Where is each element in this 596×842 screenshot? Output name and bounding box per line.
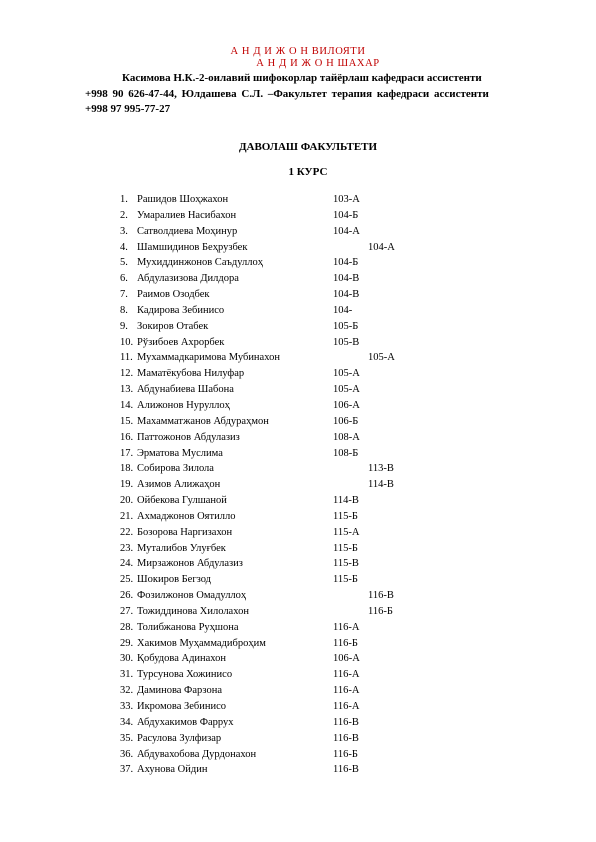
student-name: Рўзибоев Ахрорбек	[137, 336, 225, 348]
student-number: 30.	[120, 653, 134, 665]
student-number: 28.	[120, 621, 134, 633]
course-title: 1 КУРС	[288, 166, 328, 178]
student-group: 114-В	[368, 479, 394, 491]
student-name: Абдунабиева Шабона	[137, 384, 234, 396]
student-number: 32.	[120, 685, 134, 697]
student-name: Бозорова Наргизахон	[137, 526, 233, 538]
student-number: 33.	[120, 701, 134, 712]
student-group: 106-А	[333, 653, 360, 665]
student-group: 104-В	[333, 289, 360, 301]
student-group: 116-В	[333, 716, 359, 728]
city-heading: А Н Д И Ж О Н ШАХАР	[256, 58, 380, 69]
student-number: 34.	[120, 716, 134, 728]
student-name: Ойбекова Гулшаной	[137, 495, 227, 507]
student-group: 116-В	[333, 732, 359, 744]
student-group: 116-В	[368, 590, 394, 602]
student-name: Эрматова Муслима	[137, 447, 223, 459]
student-group: 103-А	[333, 194, 360, 205]
student-number: 19.	[120, 479, 134, 491]
student-group: 114-В	[333, 495, 359, 507]
student-name: Ахмаджонов Оятилло	[137, 510, 236, 522]
student-name: Рашидов Шоҳжахон	[137, 194, 229, 205]
student-number: 24.	[120, 558, 134, 570]
student-number: 37.	[120, 764, 134, 776]
student-name: Даминова Фарзона	[137, 685, 223, 697]
student-group: 108-Б	[333, 447, 359, 459]
student-name: Шамшидинов Беҳрузбек	[137, 241, 248, 253]
student-name: Кадирова Зебинисо	[137, 304, 225, 316]
student-name: Мухаммадкаримова Мубинахон	[137, 352, 280, 364]
student-number: 6.	[120, 273, 128, 285]
student-group: 105-Б	[333, 320, 359, 332]
student-number: 26.	[120, 590, 134, 602]
student-group: 116-Б	[333, 748, 358, 760]
student-group: 115-Б	[333, 542, 358, 554]
student-name: Ахунова Ойдин	[137, 764, 208, 776]
student-group: 104-В	[333, 273, 360, 285]
student-name: Раимов Озодбек	[137, 289, 210, 301]
student-name: Фозилжонов Омадуллоҳ	[137, 590, 247, 602]
student-number: 13.	[120, 384, 134, 396]
student-number: 8.	[120, 304, 128, 316]
student-group: 115-В	[333, 558, 359, 570]
authors-line-1: Касимова Н.К.-2-оилавий шифокорлар тайёрлаш кафедраси ассистенти	[122, 72, 482, 84]
student-number: 5.	[120, 257, 128, 269]
student-name: Абдухакимов Фаррух	[137, 716, 234, 728]
student-group: 116-А	[333, 701, 360, 712]
student-group: 104-А	[333, 225, 360, 237]
student-name: Икромова Зебинисо	[137, 701, 227, 712]
region-heading: А Н Д И Ж О Н ВИЛОЯТИ	[230, 46, 366, 57]
student-number: 10.	[120, 336, 134, 348]
student-name: Азимов Алижаҳон	[137, 479, 221, 491]
student-group: 105-А	[333, 368, 360, 380]
student-name: Толибжанова Руҳшона	[137, 621, 239, 633]
student-group: 116-А	[333, 669, 360, 681]
student-group: 105-А	[368, 352, 395, 364]
student-number: 11.	[120, 352, 133, 364]
student-name: Мирзажонов Абдулазиз	[137, 558, 243, 570]
student-number: 35.	[120, 732, 134, 744]
student-number: 12.	[120, 368, 134, 380]
student-group: 116-Б	[368, 605, 393, 617]
student-group: 116-В	[333, 764, 359, 776]
student-number: 36.	[120, 748, 134, 760]
student-group: 104-Б	[333, 209, 359, 221]
student-group: 104-	[333, 304, 353, 316]
authors-block	[85, 71, 545, 118]
student-number: 22.	[120, 526, 134, 538]
student-number: 16.	[120, 431, 134, 443]
student-name: Мухиддинжонов Саъдуллоҳ	[137, 257, 264, 269]
student-group: 116-А	[333, 621, 360, 633]
student-name: Маматёкубова Нилуфар	[137, 368, 245, 380]
student-name: Сатволдиева Моҳинур	[137, 225, 238, 237]
student-number: 14.	[120, 399, 134, 411]
student-name: Турсунова Хожинисо	[137, 669, 233, 681]
student-name: Махамматжанов Абдураҳмон	[137, 415, 269, 427]
student-group: 115-Б	[333, 510, 358, 522]
student-number: 25.	[120, 574, 134, 586]
student-name: Расулова Зулфизар	[137, 732, 222, 744]
authors-line-2: +998 90 626-47-44, Юлдашева С.Л. –Факультет терапия кафедраси ассистенти	[85, 87, 489, 100]
student-name: Муталибов Улуғбек	[137, 542, 226, 554]
student-name: Шокиров Бегзод	[137, 574, 212, 586]
student-number: 9.	[120, 320, 128, 332]
student-group: 104-А	[368, 241, 395, 253]
student-number: 3.	[120, 225, 128, 237]
student-group: 105-А	[333, 384, 360, 396]
student-name: Алижонов Нуруллоҳ	[137, 399, 230, 411]
student-name: Абдулазизова Дилдора	[137, 273, 239, 285]
student-group: 104-Б	[333, 257, 359, 269]
student-name: Умаралиев Насибахон	[137, 209, 237, 221]
student-number: 21.	[120, 510, 134, 522]
student-name: Абдувахобова Дурдонахон	[137, 748, 257, 760]
student-name: Зокиров Отабек	[137, 320, 209, 332]
student-group: 116-А	[333, 685, 360, 697]
student-name: Қобудова Адинахон	[137, 653, 227, 665]
student-number: 18.	[120, 463, 134, 475]
student-number: 27.	[120, 605, 134, 617]
student-number: 15.	[120, 415, 134, 427]
student-number: 2.	[120, 209, 128, 221]
student-number: 23.	[120, 542, 134, 554]
student-number: 4.	[120, 241, 128, 253]
faculty-title: ДАВОЛАШ ФАКУЛЬТЕТИ	[238, 141, 378, 153]
student-number: 17.	[120, 447, 134, 459]
student-number: 1.	[120, 194, 128, 205]
student-group: 106-Б	[333, 415, 359, 427]
student-name: Собирова Зилола	[137, 463, 214, 475]
student-group: 106-А	[333, 399, 360, 411]
student-group: 113-В	[368, 463, 394, 475]
student-group: 116-Б	[333, 637, 358, 649]
student-number: 7.	[120, 289, 128, 301]
student-group: 115-А	[333, 526, 360, 538]
student-number: 29.	[120, 637, 134, 649]
student-group: 115-Б	[333, 574, 358, 586]
student-name: Паттожонов Абдулазиз	[137, 431, 240, 443]
student-group: 105-В	[333, 336, 360, 348]
student-name: Хакимов Муҳаммадиброҳим	[137, 637, 266, 649]
student-name: Тожиддинова Хилолахон	[137, 605, 249, 617]
student-group: 108-А	[333, 431, 360, 443]
student-number: 20.	[120, 495, 134, 507]
authors-line-3: +998 97 995-77-27	[85, 103, 171, 115]
student-number: 31.	[120, 669, 134, 681]
